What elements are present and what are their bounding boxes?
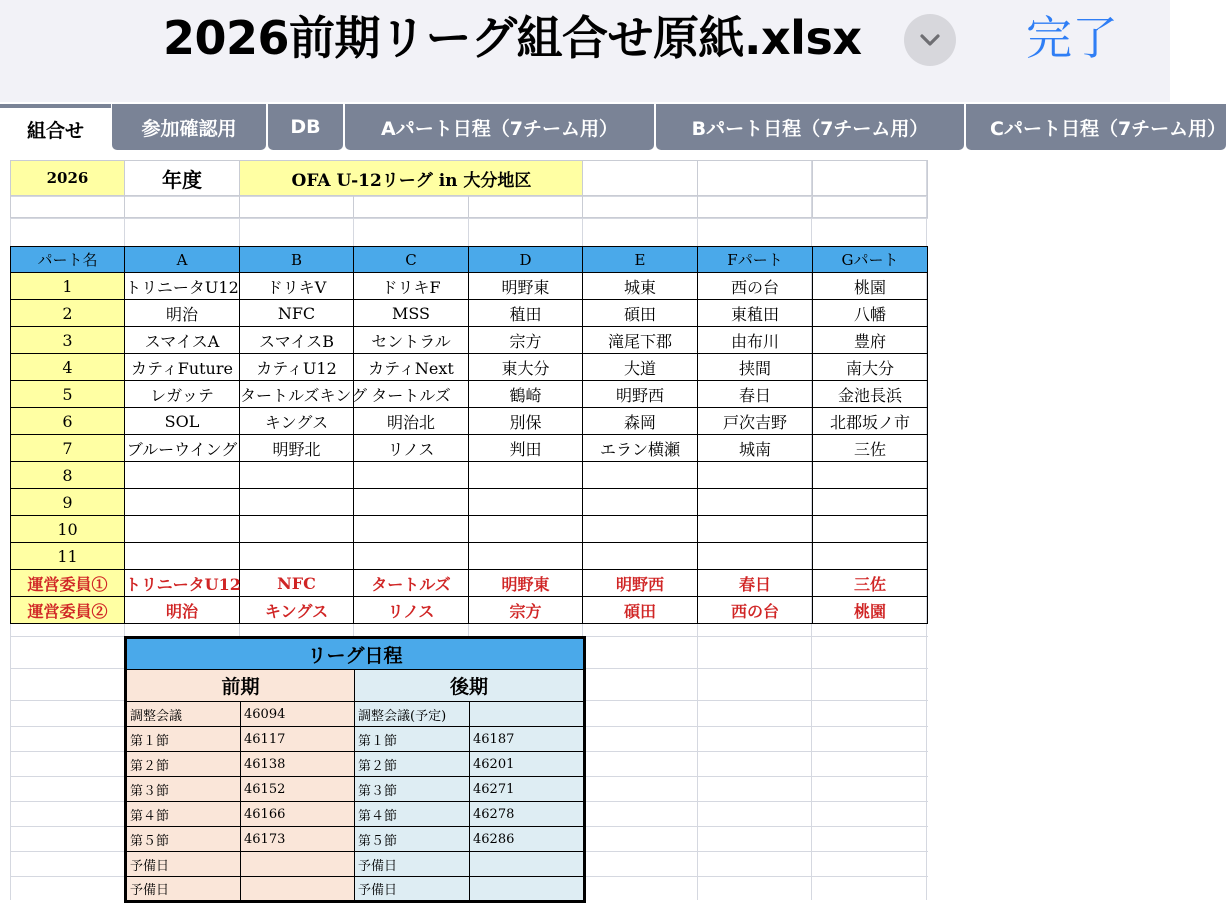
- table-row: [11, 489, 928, 516]
- title-menu-button[interactable]: [904, 14, 956, 66]
- row-number-cell[interactable]: 8: [11, 462, 125, 489]
- empty-cell[interactable]: [11, 196, 125, 218]
- row-number-cell[interactable]: 1: [11, 273, 125, 300]
- schedule-round-cell[interactable]: 第５節: [126, 827, 241, 852]
- staff-team-cell[interactable]: 明治: [125, 597, 240, 624]
- team-cell[interactable]: [469, 516, 583, 543]
- team-cell[interactable]: [240, 543, 354, 570]
- team-cell[interactable]: [698, 516, 813, 543]
- team-cell[interactable]: ブルーウイング: [125, 435, 240, 462]
- team-cell[interactable]: 西の台: [698, 273, 813, 300]
- schedule-round-cell[interactable]: 第２節: [355, 752, 470, 777]
- team-cell[interactable]: [354, 462, 469, 489]
- empty-cell[interactable]: [469, 196, 583, 218]
- staff-label-cell[interactable]: 運営委員①: [11, 570, 125, 597]
- team-cell[interactable]: タートルズ: [354, 381, 469, 408]
- table-row: [11, 543, 928, 570]
- column-header-cell[interactable]: D: [469, 247, 583, 273]
- league-schedule-table: [124, 636, 586, 903]
- header-block: [10, 160, 928, 218]
- schedule-date-cell[interactable]: 46278: [470, 802, 585, 827]
- team-cell[interactable]: トリニータU12: [125, 273, 240, 300]
- staff-team-cell[interactable]: 桃園: [813, 597, 928, 624]
- tab-c-part-schedule[interactable]: Cパート日程（7チーム用）: [966, 104, 1226, 150]
- schedule-date-cell[interactable]: 46286: [470, 827, 585, 852]
- staff-row: [11, 597, 928, 624]
- tab-sanka-kakunin[interactable]: 参加確認用: [112, 104, 266, 150]
- team-cell[interactable]: [583, 516, 698, 543]
- schedule-date-cell[interactable]: 46166: [241, 802, 355, 827]
- schedule-row: [126, 827, 585, 852]
- team-cell[interactable]: 桃園: [813, 273, 928, 300]
- row-number-cell[interactable]: 2: [11, 300, 125, 327]
- team-cell[interactable]: [813, 543, 928, 570]
- tab-db[interactable]: DB: [268, 104, 343, 150]
- schedule-date-cell[interactable]: 46187: [470, 727, 585, 752]
- schedule-round-cell[interactable]: 第１節: [355, 727, 470, 752]
- table-row: [11, 516, 928, 543]
- schedule-row: [126, 727, 585, 752]
- team-cell[interactable]: 豊府: [813, 327, 928, 354]
- teams-header-row: [11, 247, 928, 273]
- team-cell[interactable]: [125, 489, 240, 516]
- team-cell[interactable]: 城東: [583, 273, 698, 300]
- team-cell[interactable]: レガッテ: [125, 381, 240, 408]
- team-cell[interactable]: 森岡: [583, 408, 698, 435]
- table-row: [11, 300, 928, 327]
- schedule-date-cell[interactable]: 46152: [241, 777, 355, 802]
- team-cell[interactable]: [698, 462, 813, 489]
- staff-team-cell[interactable]: 三佐: [813, 570, 928, 597]
- schedule-date-cell[interactable]: 46138: [241, 752, 355, 777]
- team-cell[interactable]: 明野西: [583, 381, 698, 408]
- team-cell[interactable]: [469, 462, 583, 489]
- team-cell[interactable]: 明野東: [469, 273, 583, 300]
- year-label-cell[interactable]: 年度: [125, 161, 240, 196]
- staff-team-cell[interactable]: 春日: [698, 570, 813, 597]
- team-cell[interactable]: キングス: [240, 408, 354, 435]
- empty-cell[interactable]: [698, 196, 813, 218]
- staff-team-cell[interactable]: トリニータU12: [125, 570, 240, 597]
- team-cell[interactable]: 挟間: [698, 354, 813, 381]
- column-header-cell[interactable]: B: [240, 247, 354, 273]
- column-header-cell[interactable]: C: [354, 247, 469, 273]
- schedule-row: [126, 877, 585, 902]
- empty-cell[interactable]: [583, 161, 698, 196]
- schedule-date-cell[interactable]: [470, 877, 585, 902]
- staff-team-cell[interactable]: 西の台: [698, 597, 813, 624]
- schedule-date-cell[interactable]: 46117: [241, 727, 355, 752]
- table-row: [11, 273, 928, 300]
- schedule-round-cell[interactable]: 第２節: [126, 752, 241, 777]
- team-cell[interactable]: [469, 543, 583, 570]
- row-number-cell[interactable]: 10: [11, 516, 125, 543]
- team-cell[interactable]: 三佐: [813, 435, 928, 462]
- team-cell[interactable]: ドリキV: [240, 273, 354, 300]
- staff-team-cell[interactable]: 碩田: [583, 597, 698, 624]
- team-cell[interactable]: [698, 543, 813, 570]
- team-cell[interactable]: 東大分: [469, 354, 583, 381]
- schedule-round-cell[interactable]: 予備日: [126, 877, 241, 902]
- empty-cell[interactable]: [240, 196, 354, 218]
- schedule-round-cell[interactable]: 第５節: [355, 827, 470, 852]
- done-button[interactable]: 完了: [1026, 11, 1118, 65]
- row-number-cell[interactable]: 9: [11, 489, 125, 516]
- staff-team-cell[interactable]: NFC: [240, 570, 354, 597]
- chevron-down-icon: [918, 28, 942, 52]
- team-cell[interactable]: 明治北: [354, 408, 469, 435]
- team-cell[interactable]: 城南: [698, 435, 813, 462]
- team-cell[interactable]: [469, 489, 583, 516]
- staff-label-cell[interactable]: 運営委員②: [11, 597, 125, 624]
- table-row: [11, 462, 928, 489]
- team-cell[interactable]: 大道: [583, 354, 698, 381]
- team-cell[interactable]: [354, 543, 469, 570]
- schedule-round-cell[interactable]: 第３節: [355, 777, 470, 802]
- table-row: [11, 354, 928, 381]
- year-cell[interactable]: 2026: [11, 161, 125, 196]
- schedule-round-cell[interactable]: 第３節: [126, 777, 241, 802]
- spreadsheet-grid[interactable]: [0, 152, 1170, 898]
- team-cell[interactable]: [354, 489, 469, 516]
- schedule-date-cell[interactable]: 46094: [241, 702, 355, 727]
- team-cell[interactable]: エラン横瀬: [583, 435, 698, 462]
- table-row: [11, 381, 928, 408]
- team-cell[interactable]: MSS: [354, 300, 469, 327]
- second-half-header[interactable]: 後期: [355, 670, 585, 702]
- staff-team-cell[interactable]: 宗方: [469, 597, 583, 624]
- row-number-cell[interactable]: 4: [11, 354, 125, 381]
- team-cell[interactable]: 戸次吉野: [698, 408, 813, 435]
- team-cell[interactable]: 鶴崎: [469, 381, 583, 408]
- staff-team-cell[interactable]: タートルズ: [354, 570, 469, 597]
- schedule-title[interactable]: リーグ日程: [126, 638, 585, 670]
- team-cell[interactable]: 八幡: [813, 300, 928, 327]
- empty-cell[interactable]: [813, 161, 928, 196]
- tab-a-part-schedule[interactable]: Aパート日程（7チーム用）: [345, 104, 654, 150]
- empty-cell[interactable]: [354, 196, 469, 218]
- team-cell[interactable]: [125, 462, 240, 489]
- team-cell[interactable]: [583, 543, 698, 570]
- tab-kumiawase[interactable]: 組合せ: [0, 104, 111, 150]
- team-cell[interactable]: 別保: [469, 408, 583, 435]
- team-cell[interactable]: 金池長浜: [813, 381, 928, 408]
- schedule-round-cell[interactable]: 第４節: [126, 802, 241, 827]
- team-cell[interactable]: [240, 516, 354, 543]
- team-cell[interactable]: [125, 543, 240, 570]
- team-cell[interactable]: スマイスB: [240, 327, 354, 354]
- table-row: [11, 408, 928, 435]
- schedule-date-cell[interactable]: 46173: [241, 827, 355, 852]
- team-cell[interactable]: 判田: [469, 435, 583, 462]
- staff-team-cell[interactable]: 明野西: [583, 570, 698, 597]
- schedule-round-cell[interactable]: 第４節: [355, 802, 470, 827]
- row-number-cell[interactable]: 11: [11, 543, 125, 570]
- team-cell[interactable]: [813, 462, 928, 489]
- column-header-cell[interactable]: Gパート: [813, 247, 928, 273]
- team-cell[interactable]: 滝尾下郡: [583, 327, 698, 354]
- team-cell[interactable]: [240, 489, 354, 516]
- row-number-cell[interactable]: 7: [11, 435, 125, 462]
- schedule-round-cell[interactable]: 予備日: [355, 877, 470, 902]
- team-cell[interactable]: カティNext: [354, 354, 469, 381]
- team-cell[interactable]: 明野北: [240, 435, 354, 462]
- teams-table: [10, 246, 928, 624]
- team-cell[interactable]: ドリキF: [354, 273, 469, 300]
- team-cell[interactable]: 由布川: [698, 327, 813, 354]
- team-cell[interactable]: [698, 489, 813, 516]
- staff-team-cell[interactable]: キングス: [240, 597, 354, 624]
- empty-cell[interactable]: [698, 161, 813, 196]
- file-title: 2026前期リーグ組合せ原紙.xlsx: [163, 11, 862, 65]
- empty-cell[interactable]: [813, 196, 928, 218]
- team-cell[interactable]: [583, 462, 698, 489]
- team-cell[interactable]: [583, 489, 698, 516]
- tab-b-part-schedule[interactable]: Bパート日程（7チーム用）: [656, 104, 964, 150]
- team-cell[interactable]: [354, 516, 469, 543]
- team-cell[interactable]: [813, 489, 928, 516]
- empty-cell[interactable]: [583, 196, 698, 218]
- row-number-cell[interactable]: 6: [11, 408, 125, 435]
- row-number-cell[interactable]: 3: [11, 327, 125, 354]
- team-cell[interactable]: 南大分: [813, 354, 928, 381]
- schedule-date-cell[interactable]: [241, 877, 355, 902]
- schedule-date-cell[interactable]: [241, 852, 355, 877]
- team-cell[interactable]: セントラル: [354, 327, 469, 354]
- team-cell[interactable]: 碩田: [583, 300, 698, 327]
- team-cell[interactable]: 春日: [698, 381, 813, 408]
- team-cell[interactable]: スマイスA: [125, 327, 240, 354]
- empty-cell[interactable]: [125, 196, 240, 218]
- schedule-date-cell[interactable]: 46201: [470, 752, 585, 777]
- column-header-cell[interactable]: Fパート: [698, 247, 813, 273]
- team-cell[interactable]: SOL: [125, 408, 240, 435]
- schedule-row: [126, 777, 585, 802]
- schedule-round-cell[interactable]: 調整会議: [126, 702, 241, 727]
- column-header-cell[interactable]: A: [125, 247, 240, 273]
- row-number-cell[interactable]: 5: [11, 381, 125, 408]
- schedule-row: [126, 852, 585, 877]
- schedule-round-cell[interactable]: 予備日: [126, 852, 241, 877]
- staff-row: [11, 570, 928, 597]
- league-name-text: OFA U-12リーグ in 大分地区: [291, 170, 532, 191]
- staff-team-cell[interactable]: リノス: [354, 597, 469, 624]
- team-cell[interactable]: [813, 516, 928, 543]
- schedule-date-cell[interactable]: 46271: [470, 777, 585, 802]
- team-cell[interactable]: 宗方: [469, 327, 583, 354]
- team-cell[interactable]: 稙田: [469, 300, 583, 327]
- team-cell[interactable]: カティFuture: [125, 354, 240, 381]
- team-cell[interactable]: カティU12: [240, 354, 354, 381]
- staff-team-cell[interactable]: 明野東: [469, 570, 583, 597]
- team-cell[interactable]: [125, 516, 240, 543]
- team-cell[interactable]: タートルズキング: [240, 381, 354, 408]
- table-row: [11, 327, 928, 354]
- team-cell[interactable]: 北郡坂ノ市: [813, 408, 928, 435]
- schedule-round-cell[interactable]: 予備日: [355, 852, 470, 877]
- column-header-cell[interactable]: E: [583, 247, 698, 273]
- schedule-round-cell[interactable]: 第１節: [126, 727, 241, 752]
- table-row: [11, 435, 928, 462]
- column-header-cell[interactable]: パート名: [11, 247, 125, 273]
- schedule-row: [126, 752, 585, 777]
- league-name-cell[interactable]: [240, 161, 583, 196]
- team-cell[interactable]: 東稙田: [698, 300, 813, 327]
- team-cell[interactable]: リノス: [354, 435, 469, 462]
- title-bar: [0, 0, 1170, 102]
- first-half-header[interactable]: 前期: [126, 670, 355, 702]
- schedule-row: [126, 702, 585, 727]
- sheet-tab-bar: [0, 102, 1226, 152]
- schedule-date-cell[interactable]: [470, 852, 585, 877]
- schedule-date-cell[interactable]: [470, 702, 585, 727]
- team-cell[interactable]: 明治: [125, 300, 240, 327]
- schedule-round-cell[interactable]: 調整会議(予定): [355, 702, 470, 727]
- team-cell[interactable]: NFC: [240, 300, 354, 327]
- schedule-row: [126, 802, 585, 827]
- team-cell[interactable]: [240, 462, 354, 489]
